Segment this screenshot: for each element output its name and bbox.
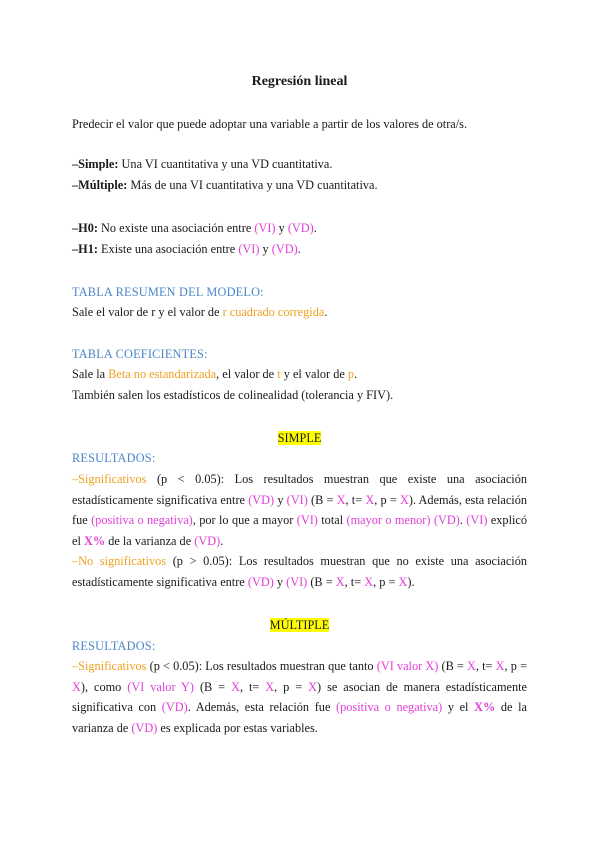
- simple-significativos-paragraph: –Significativos (p < 0.05): Los resultados muestran que existe una asociación estadísticamente significativa entre (VD) y (VI) (B = X, t= X, p = X). Además, esta relación fue (positiva o negativa), por lo que a mayor (VI) total (mayor o menor) (VD). (VI) explicó el X% de la varianza de (VD).: [72, 472, 528, 548]
- h1-label: –H1:: [72, 242, 98, 256]
- simple-definition: [72, 154, 527, 175]
- multiple-section-heading: MÚLTIPLE: [269, 618, 330, 632]
- vd-token: (VD): [287, 221, 314, 235]
- resumen-line: Sale el valor de r y el valor de r cuadrado corregida.: [72, 305, 328, 319]
- coeficientes-line: Sale la Beta no estandarizada, el valor de t y el valor de p.: [72, 367, 358, 381]
- intro-paragraph: Predecir el valor que puede adoptar una variable a partir de los valores de otra/s.: [72, 117, 468, 131]
- r-cuadrado-token: r cuadrado corregida: [222, 305, 325, 319]
- h0-label: –H0:: [72, 221, 98, 235]
- simple-section-heading: SIMPLE: [277, 431, 322, 445]
- tabla-resumen-heading: TABLA RESUMEN DEL MODELO:: [72, 285, 264, 299]
- beta-token: Beta no estandarizada: [108, 367, 217, 381]
- page-title: Regresión lineal: [251, 74, 348, 89]
- simple-label: –Simple:: [72, 157, 119, 171]
- multiple-significativos-paragraph: –Significativos (p < 0.05): Los resultados muestran que tanto (VI valor X) (B = X, t= X, p = X), como (VI valor Y) (B = X, t= X, p = X) se asocian de manera estadísticamente significativa con (VD). Además, esta relación fue (positiva o negativa) y el X% de la varianza de (VD) es explicada por estas variables.: [72, 659, 528, 735]
- no-significativos-label: –No significativos: [72, 554, 167, 568]
- colinealidad-line: También salen los estadísticos de colinealidad (tolerancia y FIV).: [72, 388, 394, 402]
- multiple-definition: [72, 175, 527, 196]
- multiple-label: –Múltiple:: [72, 178, 128, 192]
- vd-token: (VD): [271, 242, 298, 256]
- simple-no-significativos-paragraph: –No significativos (p > 0.05): Los resultados muestran que no existe una asociación estadísticamente significativa entre (VD) y (VI) (B = X, t= X, p = X).: [72, 554, 527, 589]
- tabla-coeficientes-heading: TABLA COEFICIENTES:: [72, 347, 208, 361]
- h0-line: –H0: No existe una asociación entre (VI) y (VD).: [72, 221, 317, 235]
- significativos-label: –Significativos: [72, 659, 147, 673]
- p-token: p: [347, 367, 355, 381]
- h1-line: –H1: Existe una asociación entre (VI) y (VD).: [72, 242, 301, 256]
- vi-token: (VI): [254, 221, 276, 235]
- significativos-label: –Significativos: [72, 472, 147, 486]
- vi-token: (VI): [238, 242, 260, 256]
- simple-resultados-heading: RESULTADOS:: [72, 451, 156, 465]
- t-token: t: [277, 367, 281, 381]
- multiple-resultados-heading: RESULTADOS:: [72, 639, 156, 653]
- multiple-text: Más de una VI cuantitativa y una VD cuantitativa.: [127, 178, 378, 192]
- simple-text: Una VI cuantitativa y una VD cuantitativa.: [118, 157, 333, 171]
